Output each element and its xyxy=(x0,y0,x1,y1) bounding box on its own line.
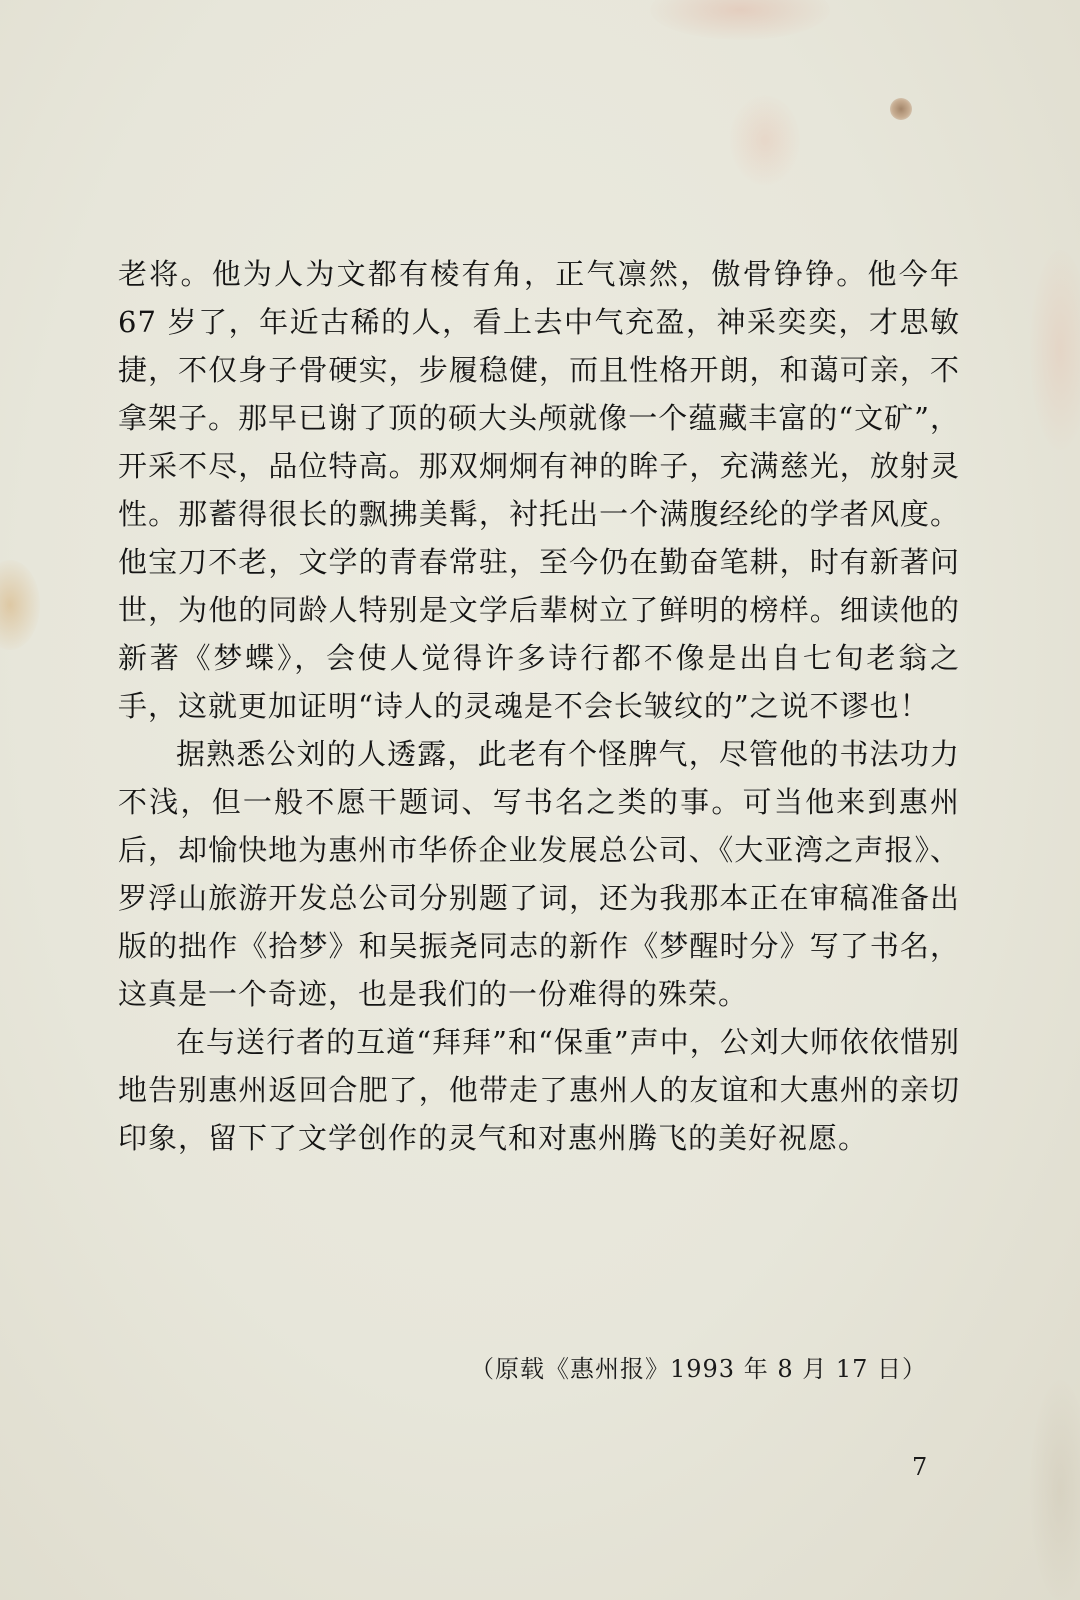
age-stain xyxy=(650,0,830,40)
age-stain xyxy=(0,560,40,650)
paragraph: 在与送行者的互道“拜拜”和“保重”声中，公刘大师依依惜别地告别惠州返回合肥了，他带走了惠州人的友谊和大惠州的亲切印象，留下了文学创作的灵气和对惠州腾飞的美好祝愿。 xyxy=(118,1025,960,1155)
age-stain xyxy=(1030,1380,1080,1600)
age-stain xyxy=(890,98,912,120)
age-stain xyxy=(1030,250,1080,450)
body-text xyxy=(118,250,960,1162)
source-note: （原载《惠州报》1993 年 8 月 17 日） xyxy=(470,1355,928,1383)
age-stain xyxy=(730,95,800,185)
page-number: 7 xyxy=(912,1453,928,1481)
paragraph: 老将。他为人为文都有棱有角，正气凛然，傲骨铮铮。他今年 67 岁了，年近古稀的人，看上去中气充盈，神采奕奕，才思敏捷，不仅身子骨硬实，步履稳健，而且性格开朗，和蔼可亲，不拿架子。那早已谢了顶的硕大头颅就像一个蕴藏丰富的“文矿”，开采不尽，品位特高。那双炯炯有神的眸子，充满慈光，放射灵性。那蓄得很长的飘拂美髯，衬托出一个满腹经纶的学者风度。他宝刀不老，文学的青春常驻，至今仍在勤奋笔耕，时有新著问世，为他的同龄人特别是文学后辈树立了鲜明的榜样。细读他的新著《梦蝶》，会使人觉得许多诗行都不像是出自七旬老翁之手，这就更加证明“诗人的灵魂是不会长皱纹的”之说不谬也！ xyxy=(118,257,960,723)
paragraph: 据熟悉公刘的人透露，此老有个怪脾气，尽管他的书法功力不浅，但一般不愿干题词、写书名之类的事。可当他来到惠州后，却愉快地为惠州市华侨企业发展总公司、《大亚湾之声报》、罗浮山旅游开发总公司分别题了词，还为我那本正在审稿准备出版的拙作《拾梦》和吴振尧同志的新作《梦醒时分》写了书名，这真是一个奇迹，也是我们的一份难得的殊荣。 xyxy=(118,737,960,1011)
